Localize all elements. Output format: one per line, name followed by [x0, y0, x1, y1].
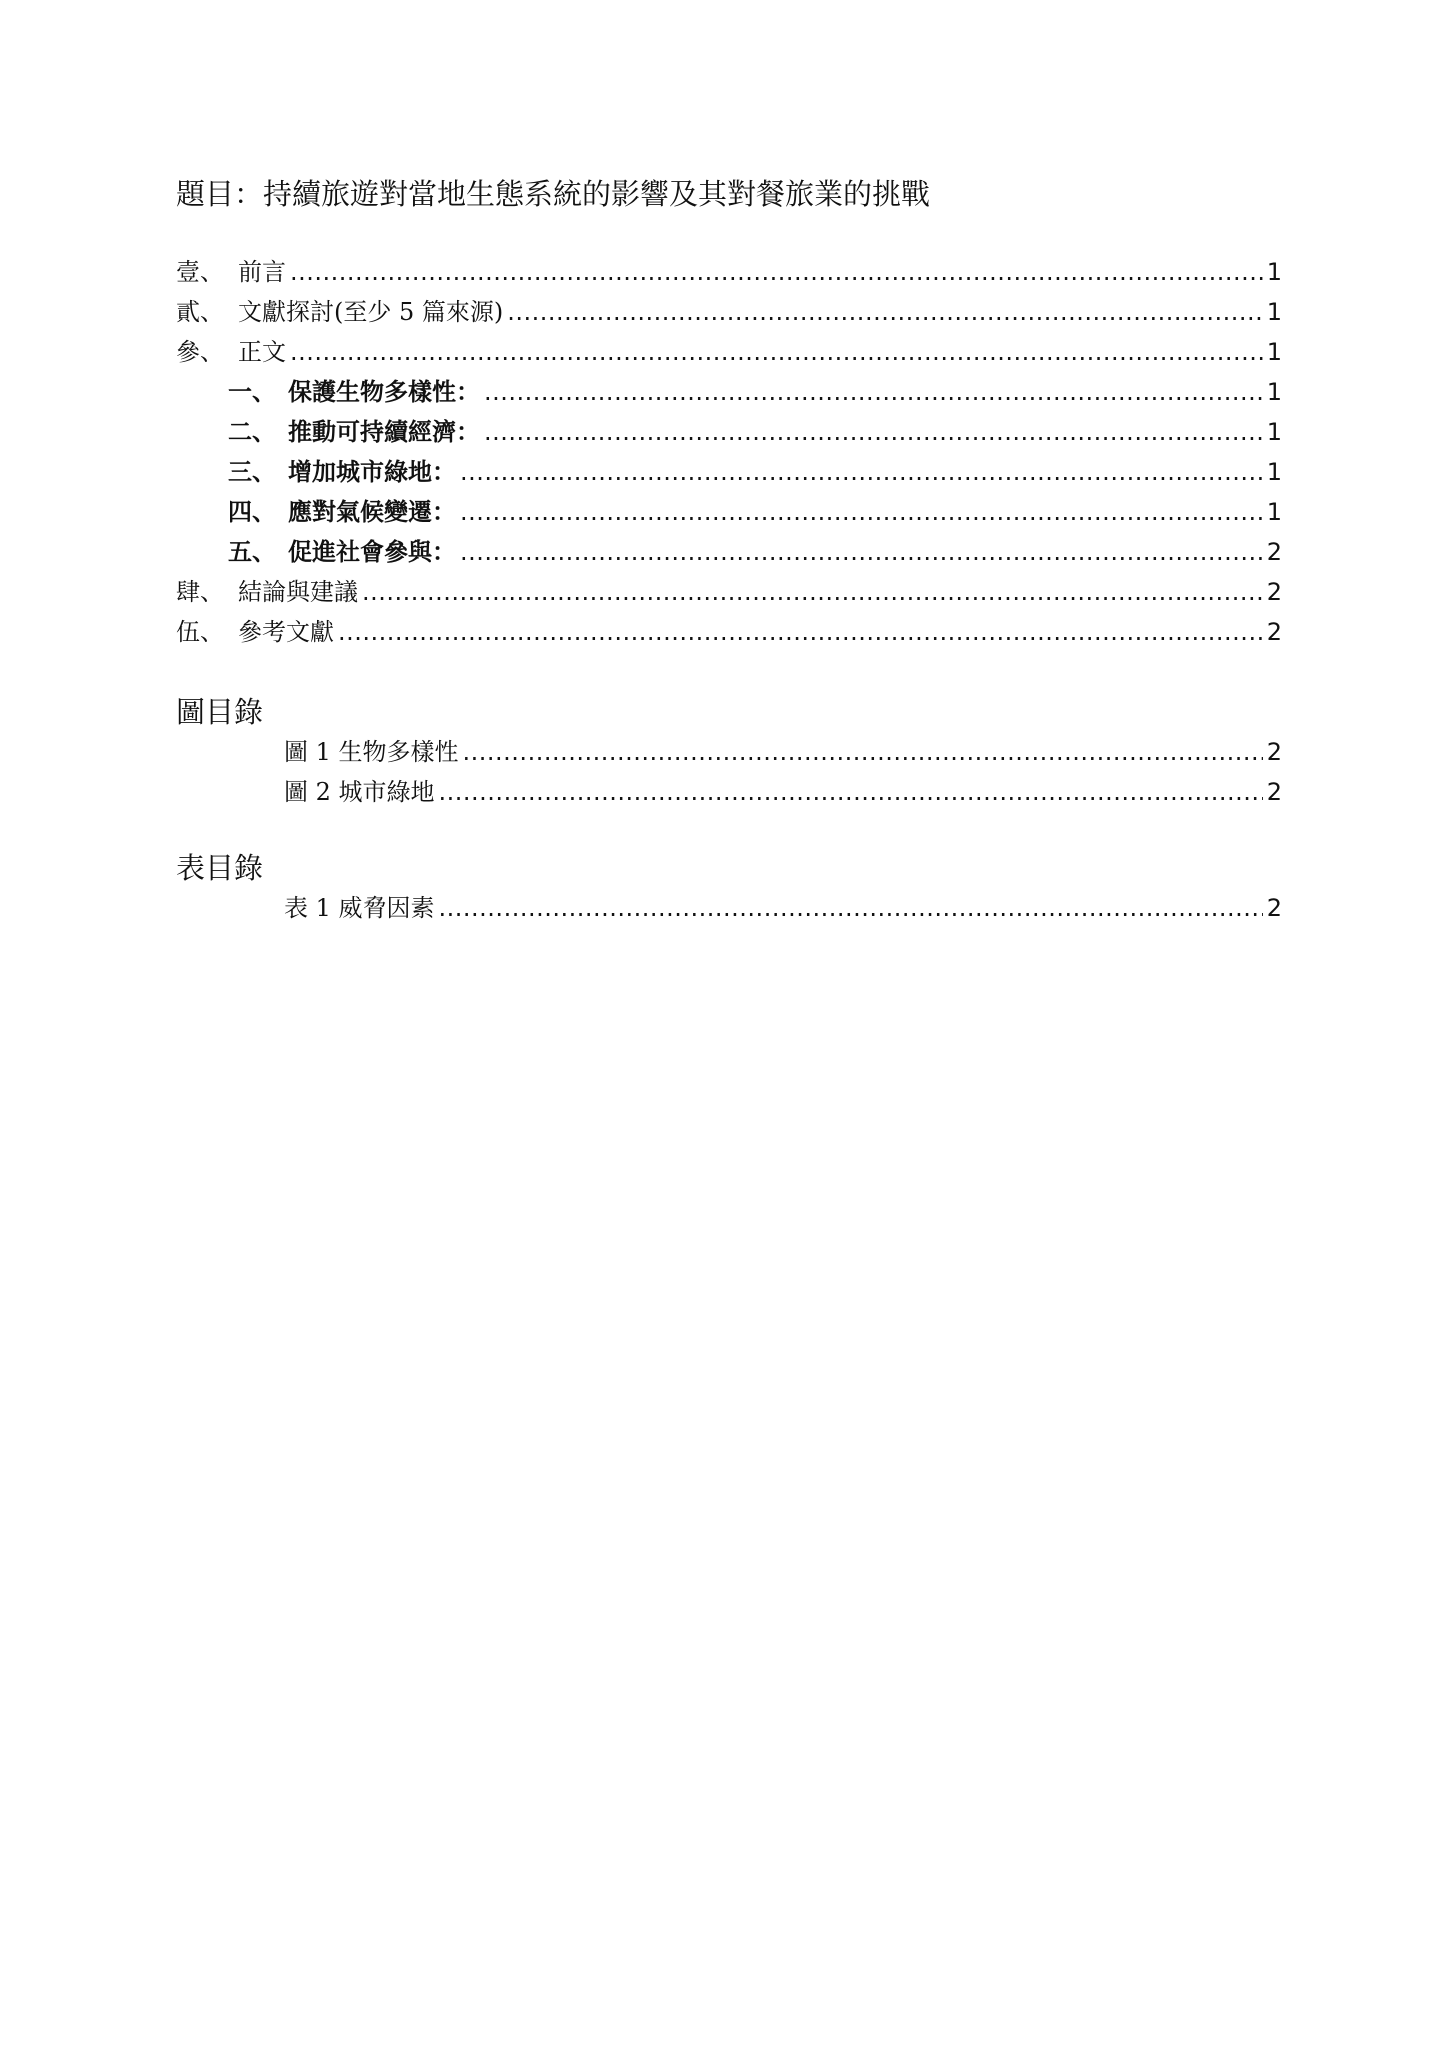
figure-entry-page: 2: [1266, 738, 1282, 766]
toc-entry-5[interactable]: [176, 612, 1282, 652]
figure-entry-2[interactable]: [176, 772, 1282, 812]
toc-subentry-4[interactable]: [176, 492, 1282, 532]
toc-leader-dots: [460, 452, 1263, 492]
toc-leader-dots: [484, 412, 1263, 452]
toc-entry-page: 1: [1266, 338, 1282, 366]
toc-entry-number: 三、: [228, 458, 276, 486]
toc-entry-number: 伍、: [176, 618, 224, 646]
table-list: [176, 888, 1282, 928]
toc-subentry-5[interactable]: [176, 532, 1282, 572]
figure-entry-label: 圖 2 城市綠地: [284, 778, 435, 806]
toc-entry-2[interactable]: [176, 292, 1282, 332]
toc-leader-dots: [460, 532, 1263, 572]
toc-entry-page: 2: [1266, 578, 1282, 606]
toc-entry-label: 推動可持續經濟：: [288, 418, 480, 446]
toc-leader-dots: [507, 292, 1262, 332]
toc-entry-3[interactable]: [176, 332, 1282, 372]
toc-leader-dots: [463, 732, 1263, 772]
toc-entry-page: 1: [1266, 418, 1282, 446]
toc-leader-dots: [484, 372, 1263, 412]
toc-leader-dots: [439, 888, 1263, 928]
toc-entry-page: 1: [1266, 498, 1282, 526]
toc-entry-label: 應對氣候變遷：: [288, 498, 456, 526]
toc-entry-label: 文獻探討(至少 5 篇來源): [238, 298, 504, 326]
toc-subentry-3[interactable]: [176, 452, 1282, 492]
toc-entry-label: 保護生物多樣性：: [288, 378, 480, 406]
toc-entry-label: 參考文獻: [238, 618, 334, 646]
toc-entry-number: 肆、: [176, 578, 224, 606]
toc-leader-dots: [290, 332, 1263, 372]
toc-leader-dots: [362, 572, 1263, 612]
toc-entry-page: 1: [1266, 298, 1282, 326]
toc-entry-number: 四、: [228, 498, 276, 526]
toc-leader-dots: [460, 492, 1263, 532]
figure-entry-page: 2: [1266, 778, 1282, 806]
toc-entry-label: 結論與建議: [238, 578, 358, 606]
toc-entry-number: 二、: [228, 418, 276, 446]
toc-entry-page: 1: [1266, 378, 1282, 406]
toc-entry-label: 正文: [238, 338, 286, 366]
toc-entry-number: 壹、: [176, 258, 224, 286]
toc-entry-number: 五、: [228, 538, 276, 566]
table-entry-label: 表 1 威脅因素: [284, 894, 435, 922]
toc-leader-dots: [290, 252, 1263, 292]
table-entry-1[interactable]: [176, 888, 1282, 928]
figure-entry-1[interactable]: [176, 732, 1282, 772]
figure-entry-label: 圖 1 生物多樣性: [284, 738, 459, 766]
toc-entry-4[interactable]: [176, 572, 1282, 612]
toc-entry-label: 增加城市綠地：: [288, 458, 456, 486]
toc-entry-number: 參、: [176, 338, 224, 366]
toc-entry-page: 1: [1266, 258, 1282, 286]
document-title: 題目：持續旅遊對當地生態系統的影響及其對餐旅業的挑戰: [176, 177, 931, 211]
table-of-contents: [176, 252, 1282, 652]
toc-entry-page: 1: [1266, 458, 1282, 486]
toc-entry-page: 2: [1266, 618, 1282, 646]
figure-list-heading: 圖目錄: [176, 695, 264, 729]
table-list-heading: 表目錄: [176, 851, 264, 885]
figure-list: [176, 732, 1282, 812]
toc-entry-page: 2: [1266, 538, 1282, 566]
toc-entry-number: 貳、: [176, 298, 224, 326]
toc-entry-number: 一、: [228, 378, 276, 406]
toc-leader-dots: [439, 772, 1263, 812]
table-entry-page: 2: [1266, 894, 1282, 922]
toc-leader-dots: [338, 612, 1263, 652]
toc-entry-label: 前言: [238, 258, 286, 286]
toc-subentry-1[interactable]: [176, 372, 1282, 412]
toc-subentry-2[interactable]: [176, 412, 1282, 452]
toc-entry-1[interactable]: [176, 252, 1282, 292]
toc-entry-label: 促進社會參與：: [288, 538, 456, 566]
